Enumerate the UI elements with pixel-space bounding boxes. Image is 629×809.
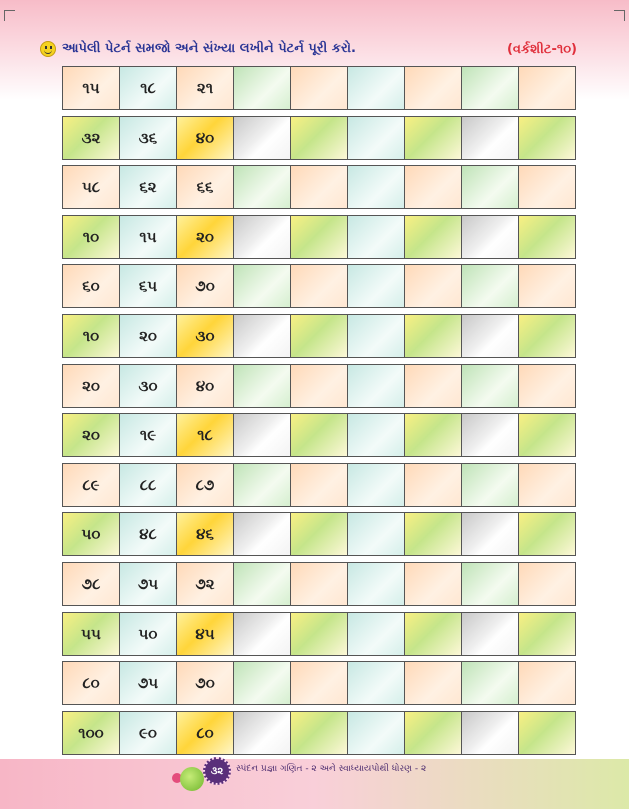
smiley-icon bbox=[40, 41, 56, 57]
given-number-cell: ૬૫ bbox=[120, 265, 177, 307]
answer-cell[interactable] bbox=[234, 216, 291, 258]
answer-cell[interactable] bbox=[291, 513, 348, 555]
pattern-row bbox=[62, 314, 576, 358]
decorative-ball bbox=[180, 767, 204, 791]
given-number-cell: ૧૫ bbox=[63, 67, 120, 109]
pattern-row bbox=[62, 512, 576, 556]
answer-cell[interactable] bbox=[519, 414, 575, 456]
given-number-cell: ૧૮ bbox=[177, 414, 234, 456]
answer-cell[interactable] bbox=[348, 563, 405, 605]
answer-cell[interactable] bbox=[291, 166, 348, 208]
answer-cell[interactable] bbox=[348, 365, 405, 407]
answer-cell[interactable] bbox=[462, 613, 519, 655]
given-number-cell: ૬૨ bbox=[120, 166, 177, 208]
pattern-row bbox=[62, 264, 576, 308]
given-number-cell: ૩૦ bbox=[120, 365, 177, 407]
answer-cell[interactable] bbox=[348, 117, 405, 159]
answer-cell[interactable] bbox=[405, 563, 462, 605]
answer-cell[interactable] bbox=[291, 414, 348, 456]
given-number-cell: ૫૦ bbox=[63, 513, 120, 555]
pattern-row bbox=[62, 562, 576, 606]
given-number-cell: ૩૬ bbox=[120, 117, 177, 159]
answer-cell[interactable] bbox=[348, 265, 405, 307]
answer-cell[interactable] bbox=[405, 365, 462, 407]
answer-cell[interactable] bbox=[291, 464, 348, 506]
answer-cell[interactable] bbox=[462, 464, 519, 506]
answer-cell[interactable] bbox=[291, 67, 348, 109]
answer-cell[interactable] bbox=[348, 414, 405, 456]
answer-cell[interactable] bbox=[405, 67, 462, 109]
pattern-row bbox=[62, 711, 576, 755]
given-number-cell: ૧૦૦ bbox=[63, 712, 120, 754]
answer-cell[interactable] bbox=[291, 365, 348, 407]
answer-cell[interactable] bbox=[519, 166, 575, 208]
given-number-cell: ૩૨ bbox=[63, 117, 120, 159]
answer-cell[interactable] bbox=[348, 662, 405, 704]
given-number-cell: ૧૯ bbox=[120, 414, 177, 456]
given-number-cell: ૨૦ bbox=[63, 414, 120, 456]
page-number-badge: ૩૨ bbox=[203, 757, 231, 785]
answer-cell[interactable] bbox=[519, 265, 575, 307]
given-number-cell: ૭૮ bbox=[63, 563, 120, 605]
answer-cell[interactable] bbox=[234, 414, 291, 456]
answer-cell[interactable] bbox=[405, 216, 462, 258]
pattern-row bbox=[62, 413, 576, 457]
answer-cell[interactable] bbox=[519, 662, 575, 704]
given-number-cell: ૮૦ bbox=[63, 662, 120, 704]
answer-cell[interactable] bbox=[291, 662, 348, 704]
answer-cell[interactable] bbox=[234, 662, 291, 704]
given-number-cell: ૭૨ bbox=[177, 563, 234, 605]
answer-cell[interactable] bbox=[405, 166, 462, 208]
given-number-cell: ૭૫ bbox=[120, 662, 177, 704]
crop-mark bbox=[614, 10, 625, 21]
answer-cell[interactable] bbox=[348, 712, 405, 754]
pattern-row bbox=[62, 215, 576, 259]
answer-cell[interactable] bbox=[405, 315, 462, 357]
answer-cell[interactable] bbox=[234, 712, 291, 754]
answer-cell[interactable] bbox=[234, 365, 291, 407]
given-number-cell: ૪૦ bbox=[177, 365, 234, 407]
answer-cell[interactable] bbox=[462, 67, 519, 109]
given-number-cell: ૮૦ bbox=[177, 712, 234, 754]
given-number-cell: ૧૫ bbox=[120, 216, 177, 258]
answer-cell[interactable] bbox=[405, 513, 462, 555]
answer-cell[interactable] bbox=[462, 315, 519, 357]
answer-cell[interactable] bbox=[519, 315, 575, 357]
answer-cell[interactable] bbox=[462, 166, 519, 208]
answer-cell[interactable] bbox=[234, 265, 291, 307]
answer-cell[interactable] bbox=[234, 117, 291, 159]
given-number-cell: ૧૮ bbox=[120, 67, 177, 109]
pattern-row bbox=[62, 661, 576, 705]
instruction-text: આપેલી પેટર્ન સમજો અને સંખ્યા લખીને પેટર્ન પૂરી કરો. bbox=[62, 41, 356, 56]
answer-cell[interactable] bbox=[291, 216, 348, 258]
answer-cell[interactable] bbox=[348, 315, 405, 357]
given-number-cell: ૫૫ bbox=[63, 613, 120, 655]
answer-cell[interactable] bbox=[462, 414, 519, 456]
pattern-row bbox=[62, 463, 576, 507]
given-number-cell: ૫૮ bbox=[63, 166, 120, 208]
answer-cell[interactable] bbox=[462, 662, 519, 704]
given-number-cell: ૪૮ bbox=[120, 513, 177, 555]
given-number-cell: ૨૧ bbox=[177, 67, 234, 109]
answer-cell[interactable] bbox=[405, 613, 462, 655]
given-number-cell: ૨૦ bbox=[63, 365, 120, 407]
answer-cell[interactable] bbox=[519, 464, 575, 506]
answer-cell[interactable] bbox=[348, 166, 405, 208]
answer-cell[interactable] bbox=[405, 464, 462, 506]
given-number-cell: ૪૫ bbox=[177, 613, 234, 655]
answer-cell[interactable] bbox=[405, 414, 462, 456]
worksheet-label: (વર્કશીટ-૧૦) bbox=[506, 42, 577, 57]
answer-cell[interactable] bbox=[405, 662, 462, 704]
answer-cell[interactable] bbox=[291, 563, 348, 605]
answer-cell[interactable] bbox=[348, 464, 405, 506]
given-number-cell: ૭૦ bbox=[177, 662, 234, 704]
given-number-cell: ૮૯ bbox=[63, 464, 120, 506]
answer-cell[interactable] bbox=[462, 563, 519, 605]
given-number-cell: ૮૭ bbox=[177, 464, 234, 506]
pattern-row bbox=[62, 66, 576, 110]
answer-cell[interactable] bbox=[519, 67, 575, 109]
answer-cell[interactable] bbox=[519, 216, 575, 258]
given-number-cell: ૭૫ bbox=[120, 563, 177, 605]
answer-cell[interactable] bbox=[291, 117, 348, 159]
answer-cell[interactable] bbox=[348, 216, 405, 258]
pattern-row bbox=[62, 612, 576, 656]
answer-cell[interactable] bbox=[405, 117, 462, 159]
answer-cell[interactable] bbox=[462, 365, 519, 407]
given-number-cell: ૬૦ bbox=[63, 265, 120, 307]
answer-cell[interactable] bbox=[234, 67, 291, 109]
answer-cell[interactable] bbox=[405, 265, 462, 307]
answer-cell[interactable] bbox=[462, 513, 519, 555]
given-number-cell: ૬૬ bbox=[177, 166, 234, 208]
given-number-cell: ૧૦ bbox=[63, 216, 120, 258]
given-number-cell: ૭૦ bbox=[177, 265, 234, 307]
pattern-row bbox=[62, 116, 576, 160]
given-number-cell: ૪૬ bbox=[177, 513, 234, 555]
answer-cell[interactable] bbox=[234, 166, 291, 208]
answer-cell[interactable] bbox=[462, 216, 519, 258]
given-number-cell: ૧૦ bbox=[63, 315, 120, 357]
answer-cell[interactable] bbox=[348, 67, 405, 109]
answer-cell[interactable] bbox=[519, 613, 575, 655]
given-number-cell: ૨૦ bbox=[177, 216, 234, 258]
answer-cell[interactable] bbox=[348, 513, 405, 555]
answer-cell[interactable] bbox=[462, 117, 519, 159]
answer-cell[interactable] bbox=[291, 265, 348, 307]
answer-cell[interactable] bbox=[291, 712, 348, 754]
pattern-row bbox=[62, 165, 576, 209]
answer-cell[interactable] bbox=[462, 265, 519, 307]
answer-cell[interactable] bbox=[291, 315, 348, 357]
answer-cell[interactable] bbox=[234, 513, 291, 555]
given-number-cell: ૫૦ bbox=[120, 613, 177, 655]
given-number-cell: ૩૦ bbox=[177, 315, 234, 357]
answer-cell[interactable] bbox=[234, 464, 291, 506]
answer-cell[interactable] bbox=[234, 315, 291, 357]
answer-cell[interactable] bbox=[462, 712, 519, 754]
answer-cell[interactable] bbox=[519, 513, 575, 555]
given-number-cell: ૪૦ bbox=[177, 117, 234, 159]
answer-cell[interactable] bbox=[519, 365, 575, 407]
answer-cell[interactable] bbox=[519, 712, 575, 754]
answer-cell[interactable] bbox=[234, 563, 291, 605]
answer-cell[interactable] bbox=[234, 613, 291, 655]
pattern-row bbox=[62, 364, 576, 408]
footer-text: સ્પંદન પ્રજ્ઞા ગણિત - ૨ અને સ્વાધ્યાયપોથી ધોરણ - ૨ bbox=[236, 764, 427, 774]
crop-mark bbox=[4, 10, 15, 21]
given-number-cell: ૨૦ bbox=[120, 315, 177, 357]
given-number-cell: ૮૮ bbox=[120, 464, 177, 506]
answer-cell[interactable] bbox=[348, 613, 405, 655]
answer-cell[interactable] bbox=[519, 117, 575, 159]
answer-cell[interactable] bbox=[291, 613, 348, 655]
given-number-cell: ૯૦ bbox=[120, 712, 177, 754]
answer-cell[interactable] bbox=[405, 712, 462, 754]
answer-cell[interactable] bbox=[519, 563, 575, 605]
